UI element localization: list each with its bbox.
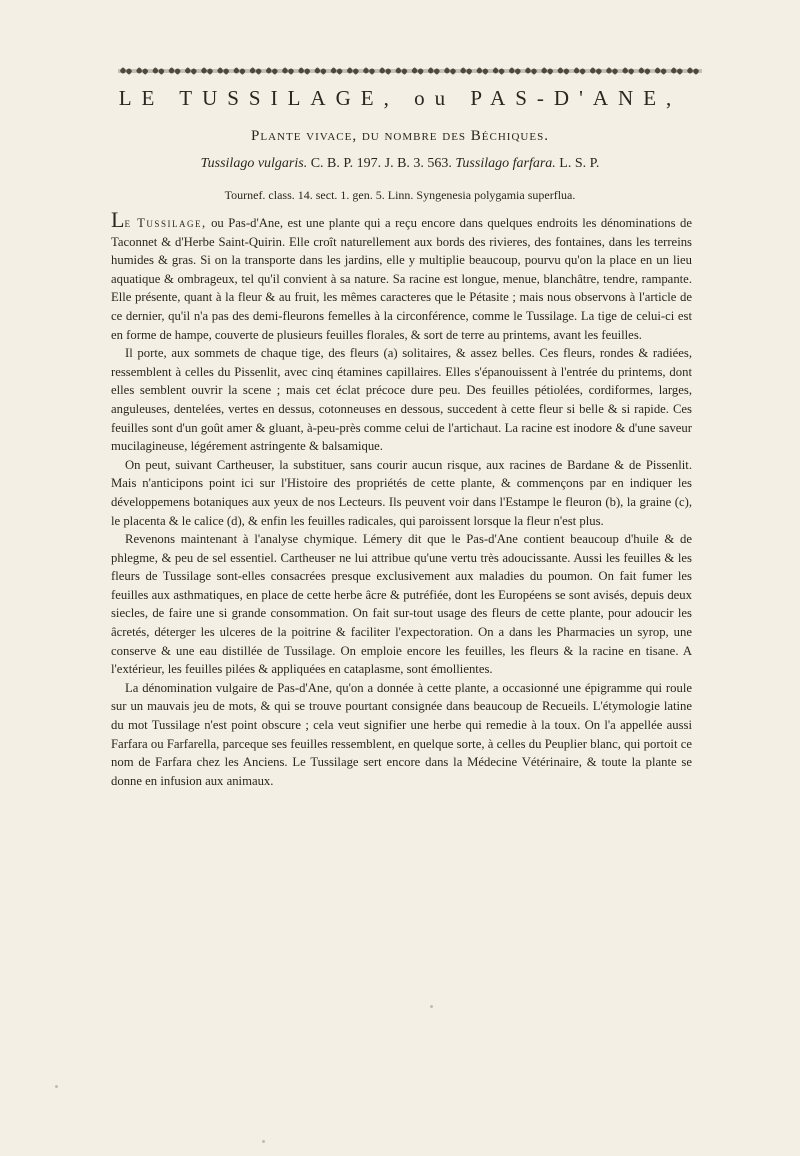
fleuron-motif bbox=[314, 68, 326, 75]
fleuron-motif bbox=[493, 68, 505, 75]
synonym-ref-1: C. B. P. 197. J. B. 3. 563. bbox=[310, 156, 452, 171]
fleuron-motif bbox=[671, 68, 683, 75]
body-text bbox=[111, 207, 692, 790]
fleuron-motif bbox=[282, 68, 294, 75]
fleuron-motif bbox=[298, 68, 310, 75]
classification-line: Tournef. class. 14. sect. 1. gen. 5. Linn. Syngenesia polygamia superflua. bbox=[224, 188, 576, 202]
paragraph-1-text: ou Pas-d'Ane, est une plante qui a reçu encore dans quelques endroits les dénominations de Taconnet & d'Herbe Saint-Quirin. Elle croît naturellement aux bords des rivieres, des fontaines, dans les terreins humides & gras. Si on la transporte dans les jardins, elle y multiplie beaucoup, pourvu qu'on la place en un lieu aquatique & ombrageux, tel qu'il convient à sa nature. Sa racine est longue, menue, blanchâtre, tendre, rampante. Elle présente, quant à la fleur & au fruit, les mêmes caracteres que le Pétasite ; mais nous observons à l'article de ce dernier, qu'il n'a pas des demi-fleurons femelles à la circonférence, comme le Tussilage. La tige de celui-ci est en forme de hampe, couverte de plusieurs feuilles florales, & sort de terre au printems, avant les feuilles. bbox=[111, 216, 692, 342]
fleuron-motif bbox=[638, 68, 650, 75]
paragraph-4: Revenons maintenant à l'analyse chymique. Lémery dit que le Pas-d'Ane contient beaucoup d'huile & de phlegme, & peu de sel essentiel. Cartheuser ne lui attribue qu'une vertu très adoucissante. Aussi les feuilles & les fleurs de Tussilage sont-elles consacrées presque exclusivement aux maladies du poumon. On fait fumer les feuilles aux asthmatiques, en place de cette herbe âcre & putréfiée, dont les Européens se sont avisés, depuis deux siecles, de faire une si grande consommation. On fait sur-tout usage des fleurs de cette plante, pour adoucir les âcretés, déterger les ulceres de la poitrine & faciliter l'expectoration. On a dans les Pharmacies un syrop, une conserve & une eau distillée de Tussilage. On emploie encore les feuilles, les fleurs & la racine en tisane. A l'extérieur, les feuilles pilées & appliquées en cataplasme, sont émollientes. bbox=[111, 532, 692, 677]
fleuron-motif bbox=[622, 68, 634, 75]
synonym-ref-2: L. S. P. bbox=[559, 156, 600, 171]
fleuron-motif bbox=[217, 68, 229, 75]
synonyms-line bbox=[0, 156, 800, 172]
fleuron-motif bbox=[541, 68, 553, 75]
fleuron-motif bbox=[687, 68, 699, 75]
fleuron-motif bbox=[347, 68, 359, 75]
lead-words: e Tussilage, bbox=[124, 216, 207, 230]
paragraph-2: Il porte, aux sommets de chaque tige, des fleurs (a) solitaires, & assez belles. Ces fleurs, rondes & radiées, ressemblent à celles du Pissenlit, avec cinq étamines capillaires. Elles s'épanouissent à l'entrée du printems, dont elles semblent ouvrir la scene ; mais cet éclat précoce dure peu. Des feuilles pétiolées, cordiformes, larges, anguleuses, dentelées, vertes en dessus, cotonneuses en dessous, succedent à cette fleur si belle & si rapide. Ces feuilles sont d'un goût amer & gluant, à-peu-près comme celui de l'artichaut. La racine est inodore & d'une saveur mucilagineuse, légérement astringente & balsamique. bbox=[111, 346, 692, 454]
fleuron-motif bbox=[152, 68, 164, 75]
paragraph-3: On peut, suivant Cartheuser, la substituer, sans courir aucun risque, aux racines de Bardane & de Pissenlit. Mais n'anticipons point ici sur l'Histoire des propriétés de cette plante, & commençons par en indiquer les développemens botaniques aux yeux de nos Lecteurs. Ils peuvent voir dans l'Estampe le fleuron (b), la graine (c), le placenta & le calice (d), & enfin les feuilles radicales, qui paroissent lorsque la fleur n'est plus. bbox=[111, 457, 692, 528]
fleuron-motif bbox=[169, 68, 181, 75]
page-subtitle: Plante vivace, du nombre des Béchiques. bbox=[251, 128, 549, 144]
fleuron-motif bbox=[412, 68, 424, 75]
fleuron-motif bbox=[590, 68, 602, 75]
fleuron-motif bbox=[460, 68, 472, 75]
paragraph-1 bbox=[111, 207, 692, 344]
paper-speck bbox=[55, 1085, 58, 1088]
fleuron-motif bbox=[331, 68, 343, 75]
fleuron-motif bbox=[185, 68, 197, 75]
fleuron-motif bbox=[655, 68, 667, 75]
fleuron-motif bbox=[379, 68, 391, 75]
fleuron-motif bbox=[525, 68, 537, 75]
fleuron-motif bbox=[363, 68, 375, 75]
fleuron-motif bbox=[557, 68, 569, 75]
fleuron-motif bbox=[428, 68, 440, 75]
fleuron-motif bbox=[136, 68, 148, 75]
fleuron-motif bbox=[574, 68, 586, 75]
fleuron-motif bbox=[120, 68, 132, 75]
drop-cap: L bbox=[111, 207, 125, 232]
fleuron-motif bbox=[250, 68, 262, 75]
fleuron-motif bbox=[201, 68, 213, 75]
paragraph-5: La dénomination vulgaire de Pas-d'Ane, qu'on a donnée à cette plante, a occasionné une épigramme qui roule sur un mauvais jeu de mots, & qui se trouve pourtant consignée dans beaucoup de Recueils. L'étymologie latine du mot Tussilage n'est point obscure ; cela veut signifier une herbe qui remedie à la toux. On l'a appellée aussi Farfara ou Farfarella, parceque ses feuilles ressemblent, en quelque sorte, à celles du Peuplier blanc, qui portoit ce nom de Farfara chez les Anciens. Le Tussilage sert encore dans la Médecine Vétérinaire, & toute la plante se donne en infusion aux animaux. bbox=[111, 680, 692, 788]
synonym-name-2: Tussilago farfara. bbox=[455, 156, 556, 171]
page-title: LE TUSSILAGE, ou PAS-D'ANE, bbox=[118, 86, 682, 110]
fleuron-motif bbox=[395, 68, 407, 75]
fleuron-band-icon bbox=[118, 64, 702, 78]
fleuron-motif bbox=[509, 68, 521, 75]
fleuron-motif bbox=[266, 68, 278, 75]
fleuron-motif bbox=[606, 68, 618, 75]
paper-speck bbox=[430, 1005, 433, 1008]
paper-speck bbox=[262, 1140, 265, 1143]
synonym-name-1: Tussilago vulgaris. bbox=[200, 156, 308, 171]
fleuron-motif bbox=[476, 68, 488, 75]
fleuron-motif bbox=[444, 68, 456, 75]
fleuron-motif bbox=[233, 68, 245, 75]
